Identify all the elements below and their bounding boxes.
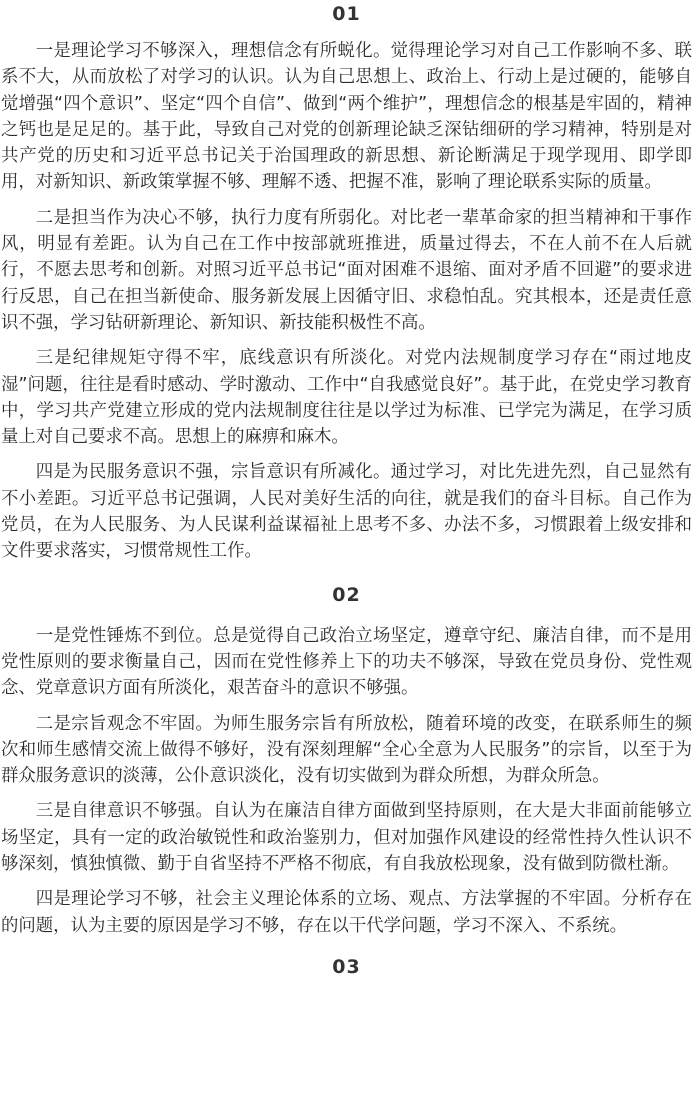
paragraph: 四是为民服务意识不强，宗旨意识有所减化。通过学习，对比先进先烈，自己显然有不小差距。习近平总书记强调，人民对美好生活的向往，就是我们的奋斗目标。自己作为党员，在为人民服务、为人民谋利益谋福祉上思考不多、办法不多，习惯跟着上级安排和文件要求落实，习惯常规性工作。 [1, 462, 692, 562]
paragraph: 三是纪律规矩守得不牢，底线意识有所淡化。对党内法规制度学习存在“雨过地皮湿”问题，往往是看时感动、学时激动、工作中“自我感觉良好”。基于此，在党史学习教育中，学习共产党建立形成的党内法规制度往往是以学过为标准、已学完为满足，在学习质量上对自己要求不高。思想上的麻痹和麻木。 [1, 348, 692, 448]
paragraph: 二是担当作为决心不够，执行力度有所弱化。对比老一辈革命家的担当精神和干事作风，明显有差距。认为自己在工作中按部就班推进，质量过得去，不在人前不在人后就行，不愿去思考和创新。对照习近平总书记“面对困难不退缩、面对矛盾不回避”的要求进行反思，自己在担当新使命、服务新发展上因循守旧、求稳怕乱。究其根本，还是责任意识不强，学习钻研新理论、新知识、新技能积极性不高。 [1, 207, 692, 333]
section-number-01: 01 [332, 3, 361, 25]
paragraph: 一是党性锤炼不到位。总是觉得自己政治立场坚定，遵章守纪、廉洁自律，而不是用党性原则的要求衡量自己，因而在党性修养上下的功夫不够深，导致在党员身份、党性观念、党章意识方面有所淡化，艰苦奋斗的意识不够强。 [1, 625, 692, 699]
section-number-03: 03 [332, 955, 361, 978]
paragraph: 四是理论学习不够，社会主义理论体系的立场、观点、方法掌握的不牢固。分析存在的问题，认为主要的原因是学习不够，存在以干代学问题，学习不深入、不系统。 [1, 889, 692, 936]
paragraph: 三是自律意识不够强。自认为在廉洁自律方面做到坚持原则，在大是大非面前能够立场坚定，具有一定的政治敏锐性和政治鉴别力，但对加强作风建设的经常性持久性认识不够深刻，慎独慎微、勤于自省坚持不严格不彻底，有自我放松现象，没有做到防微杜渐。 [1, 801, 692, 875]
paragraph: 一是理论学习不够深入，理想信念有所蜕化。觉得理论学习对自己工作影响不多、联系不大，从而放松了对学习的认识。认为自己思想上、政治上、行动上是过硬的，能够自觉增强“四个意识”、坚定“四个自信”、做到“两个维护”，理想信念的根基是牢固的，精神之钙也是足足的。基于此，导致自己对党的创新理论缺乏深钻细研的学习精神，特别是对共产党的历史和习近平总书记关于治国理政的新思想、新论断满足于现学现用、即学即用，对新知识、新政策掌握不够、理解不透、把握不准，影响了理论联系实际的质量。 [1, 41, 692, 193]
paragraph: 二是宗旨观念不牢固。为师生服务宗旨有所放松，随着环境的改变，在联系师生的频次和师生感情交流上做得不够好，没有深刻理解“全心全意为人民服务”的宗旨，以至于为群众服务意识的淡薄，公仆意识淡化，没有切实做到为群众所想，为群众所急。 [1, 713, 692, 787]
section-number-02: 02 [332, 583, 361, 606]
